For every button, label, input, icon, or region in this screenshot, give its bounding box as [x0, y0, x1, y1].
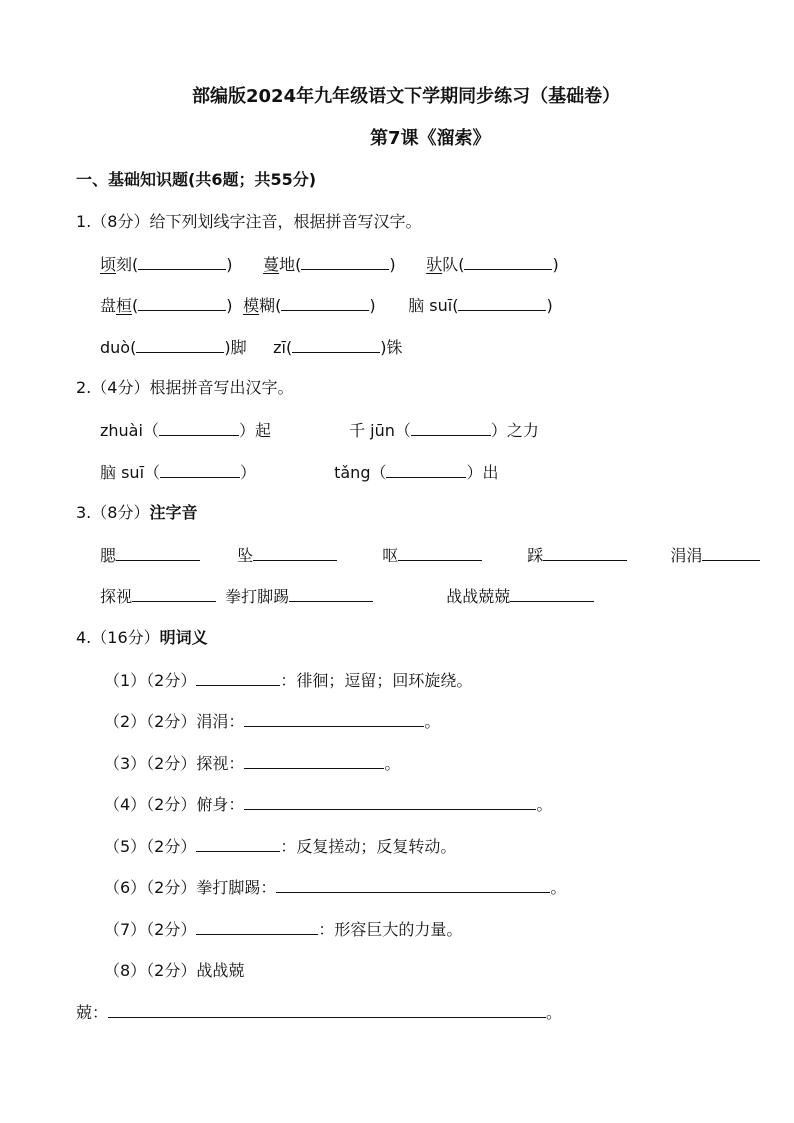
answer-blank[interactable]: [702, 544, 760, 561]
item-text: 脑 suī(: [408, 296, 459, 315]
close-paren: ): [226, 296, 233, 315]
q3-number: 3.（8分）: [76, 503, 150, 522]
item-number: （4）（2分）: [104, 795, 197, 814]
underlined-char: 驮: [426, 255, 443, 274]
item-text: zī(: [273, 338, 293, 357]
q4-item-6: [104, 876, 566, 899]
q4-item-4: [104, 793, 552, 816]
q2-row-1: [100, 419, 539, 442]
q3-item-7: [225, 585, 441, 608]
underlined-char: 桓: [116, 296, 133, 315]
q2-item-jun: [349, 419, 539, 442]
q3-item-6: [100, 585, 220, 608]
underlined-char: 模: [243, 296, 260, 315]
answer-blank[interactable]: [159, 419, 239, 436]
q3-heading: [76, 502, 197, 524]
item-text: zhuài（: [100, 421, 159, 440]
q4-item-8-continued: [76, 1001, 562, 1024]
item-text: 涓涓：: [196, 712, 245, 731]
item-text: tǎng（: [334, 463, 387, 482]
item-text: 踩: [527, 546, 544, 565]
answer-blank[interactable]: [108, 1001, 546, 1018]
item-text: 俯身：: [196, 795, 245, 814]
section-heading: 一、基础知识题(共6题；共55分): [76, 170, 317, 189]
q3-item-1: [100, 544, 232, 567]
answer-blank[interactable]: [196, 669, 280, 686]
answer-blank[interactable]: [160, 461, 240, 478]
q4-title: 明词义: [159, 628, 208, 647]
item-text: ）出: [466, 463, 499, 482]
q3-title: 注字音: [149, 503, 198, 522]
q1-item-zizhu: [273, 336, 402, 359]
item-text: 兢：: [76, 1003, 109, 1022]
item-number: （1）（2分）: [104, 671, 197, 690]
underlined-char: 蔓: [263, 255, 280, 274]
q3-item-3: [382, 544, 522, 567]
item-text: ）: [240, 463, 257, 482]
q2-item-sui: [100, 461, 329, 484]
q4-item-8: [104, 960, 244, 982]
item-text: 探视: [100, 587, 133, 606]
item-text: ）起: [238, 421, 271, 440]
item-text: 腮: [100, 546, 117, 565]
q1-item-mandi: [263, 253, 421, 276]
answer-blank[interactable]: [116, 544, 200, 561]
item-text: 脑 suī（: [100, 463, 161, 482]
answer-blank[interactable]: [196, 835, 280, 852]
q2-item-tang: [334, 461, 498, 484]
q1-item-duojiao: [100, 336, 268, 359]
item-number: （3）（2分）: [104, 754, 197, 773]
q3-row-2: [100, 585, 594, 608]
item-text: ：反复搓动；反复转动。: [280, 837, 457, 856]
q4-item-7: [104, 918, 462, 941]
item-number: （7）（2分）: [104, 920, 197, 939]
item-text: 地(: [279, 255, 302, 274]
item-text: 盘: [100, 296, 117, 315]
q4-item-3: [104, 752, 400, 775]
close-paren: ): [369, 296, 376, 315]
q1-item-panhuan: [100, 294, 238, 317]
close-paren: ): [226, 255, 233, 274]
q4-item-1: [104, 669, 472, 692]
answer-blank[interactable]: [386, 461, 466, 478]
q1-item-mohu: [243, 294, 403, 317]
worksheet-title: 部编版2024年九年级语文下学期同步练习（基础卷）: [192, 86, 621, 107]
q4-number: 4.（16分）: [76, 628, 160, 647]
q3-item-4: [527, 544, 665, 567]
q4-item-5: [104, 835, 456, 858]
item-text: 拳打脚踢：: [196, 878, 277, 897]
q3-item-8: [446, 585, 594, 608]
item-text: 刻(: [116, 255, 139, 274]
answer-blank[interactable]: [301, 253, 389, 270]
q3-row-1: [100, 544, 760, 567]
item-text: 千 jūn（: [349, 421, 411, 440]
item-text: 。: [384, 754, 401, 773]
item-text: 拳打脚踢: [225, 587, 290, 606]
answer-blank[interactable]: [138, 294, 226, 311]
item-text: 糊(: [259, 296, 282, 315]
answer-blank[interactable]: [136, 336, 224, 353]
q1-row-2: [100, 294, 553, 317]
answer-blank[interactable]: [244, 793, 536, 810]
answer-blank[interactable]: [244, 752, 384, 769]
item-text: 探视：: [196, 754, 245, 773]
item-text: 队(: [442, 255, 465, 274]
q2-heading: 2.（4分）根据拼音写出汉字。: [76, 378, 294, 397]
item-text: ）之力: [490, 421, 539, 440]
close-paren: ): [546, 296, 553, 315]
item-text: )铢: [380, 338, 403, 357]
item-number: （2）（2分）: [104, 712, 197, 731]
answer-blank[interactable]: [196, 918, 318, 935]
item-number: （5）（2分）: [104, 837, 197, 856]
answer-blank[interactable]: [281, 294, 369, 311]
answer-blank[interactable]: [543, 544, 627, 561]
q1-item-naosui: [408, 294, 553, 317]
item-text: )脚: [224, 338, 247, 357]
q1-row-3: [100, 336, 402, 359]
item-text: ：徘徊；逗留；回环旋绕。: [280, 671, 473, 690]
item-text: 坠: [237, 546, 254, 565]
q3-item-5: [670, 544, 760, 567]
answer-blank[interactable]: [464, 253, 552, 270]
item-text: 。: [550, 878, 567, 897]
item-text: (: [132, 296, 139, 315]
answer-blank[interactable]: [244, 710, 424, 727]
q2-item-zhuai: [100, 419, 344, 442]
item-text: 涓涓: [670, 546, 703, 565]
close-paren: ): [389, 255, 396, 274]
answer-blank[interactable]: [253, 544, 337, 561]
item-text: 战战兢: [196, 961, 245, 980]
item-text: 。: [424, 712, 441, 731]
item-text: 呕: [382, 546, 399, 565]
answer-blank[interactable]: [276, 876, 550, 893]
answer-blank[interactable]: [510, 585, 594, 602]
item-text: 战战兢兢: [446, 587, 511, 606]
answer-blank[interactable]: [458, 294, 546, 311]
answer-blank[interactable]: [289, 585, 373, 602]
lesson-subtitle: 第7课《溜索》: [370, 128, 491, 149]
item-text: 。: [536, 795, 553, 814]
q1-heading: 1.（8分）给下列划线字注音，根据拼音写汉字。: [76, 212, 422, 231]
item-number: （8）（2分）: [104, 961, 197, 980]
q2-row-2: [100, 461, 499, 484]
q4-item-2: [104, 710, 440, 733]
q3-item-2: [237, 544, 377, 567]
item-text: 。: [546, 1003, 563, 1022]
close-paren: ): [552, 255, 559, 274]
answer-blank[interactable]: [398, 544, 482, 561]
item-text: ：形容巨大的力量。: [318, 920, 463, 939]
q1-item-qingke: [100, 253, 258, 276]
underlined-char: 顷: [100, 255, 117, 274]
answer-blank[interactable]: [411, 419, 491, 436]
q1-item-tuodui: [426, 253, 559, 276]
answer-blank[interactable]: [138, 253, 226, 270]
answer-blank[interactable]: [292, 336, 380, 353]
q1-row-1: [100, 253, 559, 276]
answer-blank[interactable]: [132, 585, 216, 602]
item-number: （6）（2分）: [104, 878, 197, 897]
q4-heading: [76, 627, 208, 649]
item-text: duò(: [100, 338, 137, 357]
